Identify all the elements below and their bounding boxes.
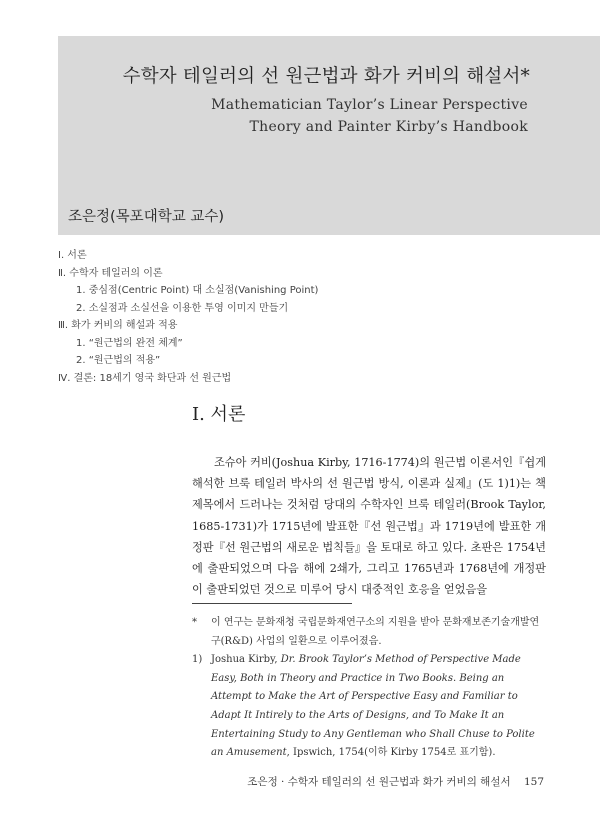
body-text xyxy=(192,452,546,600)
toc-item: Ⅲ. 화가 커비의 해설과 적용 xyxy=(58,320,178,331)
running-title: 조은정 · 수학자 테일러의 선 원근법과 화가 커비의 해설서 xyxy=(247,776,511,788)
toc-subitem: 1. 중심점(Centric Point) 대 소실점(Vanishing Point) xyxy=(76,285,319,296)
footnote-text-plain: , Ipswich, 1754(이하 Kirby 1754로 표기함). xyxy=(286,747,496,759)
article-title-english xyxy=(211,95,528,138)
footnote-mark: * xyxy=(192,617,197,628)
footnote-text: 이 연구는 문화재청 국립문화재연구소의 지원을 받아 문화재보존기술개발연구(R&D) 사업의 일환으로 이루어졌음. xyxy=(211,617,540,647)
footnote-mark: 1) xyxy=(192,654,203,666)
toc-item: Ⅱ. 수학자 테일러의 이론 xyxy=(58,267,163,279)
footnotes xyxy=(192,614,546,763)
author-affiliation: 조은정(목포대학교 교수) xyxy=(68,209,224,225)
toc-item: Ⅰ. 서론 xyxy=(58,250,87,261)
table-of-contents xyxy=(58,247,318,387)
toc-subitem: 2. 소실점과 소실선을 이용한 투영 이미지 만들기 xyxy=(76,302,289,314)
toc-subitem: 2. “원근법의 적용” xyxy=(76,355,161,366)
toc-subitem: 1. “원근법의 완전 체계” xyxy=(76,337,183,349)
footnote-book-title: Dr. Brook Taylor’s Method of Perspective Made Easy, Both in Theory and Practice in Two Books. Being an Attempt to Make the Art of Perspective Easy and Familiar to Adapt It Intirely to the Arts of Designs, and To Make It an Entertaining Study to Any Gentleman who Shall Chuse to Polite an Amusement xyxy=(211,654,535,759)
footnote-item xyxy=(192,651,546,763)
body-paragraph: 조슈아 커비(Joshua Kirby, 1716-1774)의 원근법 이론서인『쉽게 해석한 브룩 테일러 박사의 선 원근법 방식, 이론과 실제』(도 1)1)는 책 제목에서 드러나는 것처럼 당대의 수학자인 브룩 테일러(Brook Taylor, 1685-1731)가 1715년에 발표한『선 원근법』과 1719년에 발표한 개정판『선 원근법의 새로운 법칙들』을 토대로 하고 있다. 초판은 1754년에 출판되었으며 다음 해에 2쇄가, 그리고 1765년과 1768년에 개정판이 출판되었던 것으로 미루어 당시 대중적인 호응을 얻었음을 xyxy=(192,456,546,597)
footnote-text xyxy=(211,651,546,763)
section-heading: Ⅰ. 서론 xyxy=(192,404,246,425)
footnote-item xyxy=(192,614,546,651)
title-english-line-2: Theory and Painter Kirby’s Handbook xyxy=(249,118,528,135)
toc-item: Ⅳ. 결론: 18세기 영국 화단과 선 원근법 xyxy=(58,372,232,384)
article-title-korean: 수학자 테일러의 선 원근법과 화가 커비의 해설서* xyxy=(122,66,530,87)
footnote-divider xyxy=(192,603,352,604)
footnote-text-plain: Joshua Kirby, xyxy=(211,654,281,666)
page-number: 157 xyxy=(523,776,544,788)
running-footer xyxy=(247,774,544,789)
title-english-line-1: Mathematician Taylor’s Linear Perspective xyxy=(211,97,528,113)
